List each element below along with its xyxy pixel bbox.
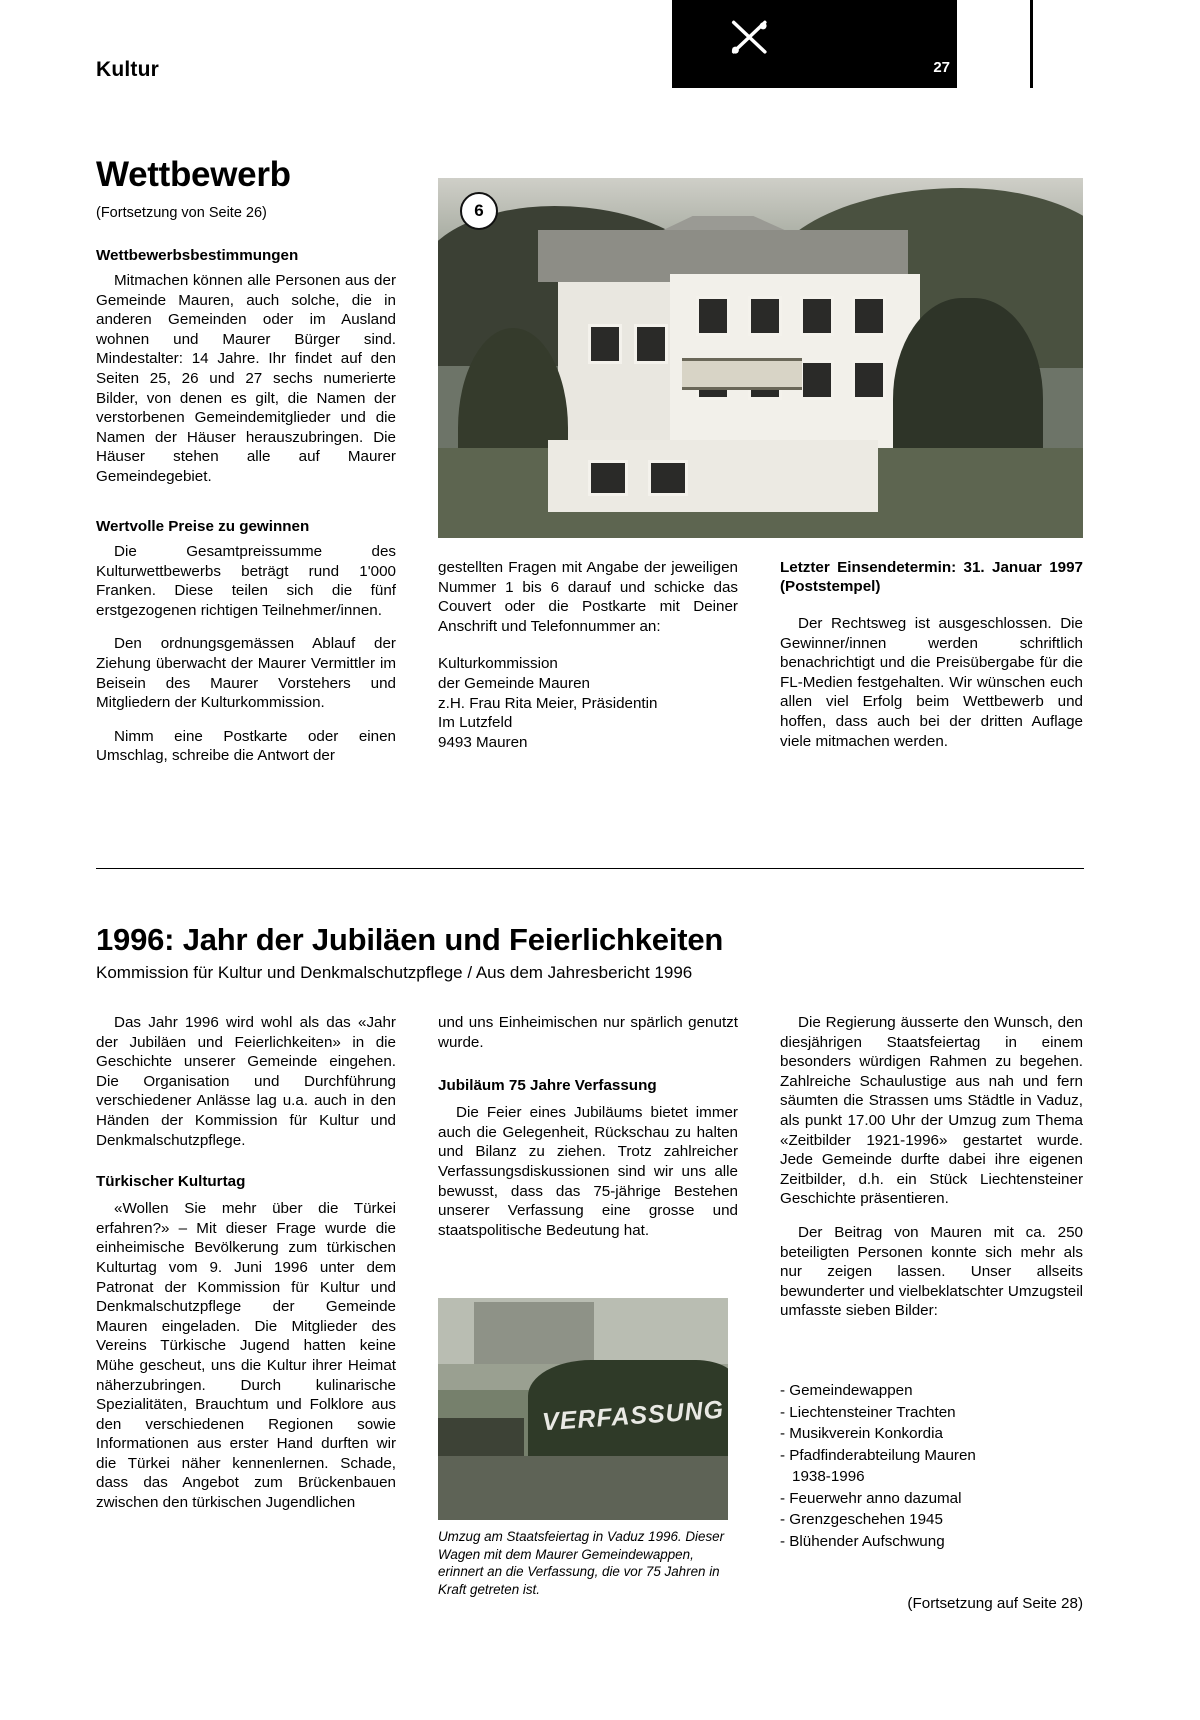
address-line: 9493 Mauren	[438, 733, 528, 751]
page-number: 27	[933, 59, 950, 76]
article1-rules-text: Mitmachen können alle Personen aus der Gemeinde Mauren, auch solche, die in anderen Gemeinden oder im Ausland wohnen und Maurer Bürger sind. Mindestalter: 14 Jahre. Ihr findet auf den Seiten 25, 26 und 27 sechs numerierte Bilder, von denen es gilt, die Namen der verstorbenen Gemeindemitglieder und die Namen der Häuser herauszubringen. Die Häuser stehen alle auf Maurer Gemeindegebiet.	[96, 272, 396, 485]
list-item: - Grenzgeschehen 1945	[780, 1511, 943, 1528]
section-label: Kultur	[96, 58, 160, 81]
article2-verfassung-text: Die Feier eines Jubiläums bietet immer auch die Gelegenheit, Rückschau zu halten und Bilanz zu ziehen. Trotz zahlreicher Verfassungsdiskussionen sind wir uns alle bewusst, dass das 75-jährige Bestehen unserer Verfassung eine grosse und staatspolitische Bedeutung hat.	[438, 1104, 738, 1239]
article1-rules-heading: Wettbewerbsbestimmungen	[96, 247, 299, 264]
article1-photo-house	[438, 178, 1083, 538]
article2-tuerkisch-heading: Türkischer Kulturtag	[96, 1173, 246, 1191]
article2-column-3	[780, 1013, 1083, 1335]
article2-photo-parade	[438, 1298, 728, 1520]
article2-photo-caption: Umzug am Staatsfeiertag in Vaduz 1996. Dieser Wagen mit dem Maurer Gemeindewappen, erinnert an die Verfassung, die vor 75 Jahren in Kraft getreten ist.	[438, 1529, 725, 1597]
article2-col2-top: und uns Einheimischen nur spärlich genutzt wurde.	[438, 1014, 738, 1051]
article1-prizes-p2: Den ordnungsgemässen Ablauf der Ziehung überwacht der Maurer Vermittler im Beisein des Maurer Vorstehers und Mitgliedern der Kulturkommission.	[96, 635, 396, 712]
list-item: - Gemeindewappen	[780, 1382, 913, 1399]
list-item: - Musikverein Konkordia	[780, 1425, 943, 1442]
article2-umzug-list	[780, 1380, 1083, 1552]
header-flag-band	[672, 0, 1092, 88]
article2-col3-p1: Die Regierung äusserte den Wunsch, den diesjährigen Staatsfeiertag in einem besonders würdigen Rahmen zu begehen. Zahlreiche Schaulustige aus nah und fern säumten die Strassen ums Städtle in Vaduz, als punkt 17.00 Uhr der Umzug zum Thema «Zeitbilder 1921-1996» gestartet wurde. Jede Gemeinde durfte dabei ihre eigenen Zeitbilder, d.h. ein Stück Liechtensteiner Geschichte präsentieren.	[780, 1014, 1083, 1208]
photo-number-badge: 6	[460, 192, 498, 230]
page-header	[0, 0, 1200, 96]
article2-column-1	[96, 1013, 396, 1527]
article1-prizes-heading: Wertvolle Preise zu gewinnen	[96, 518, 310, 535]
list-item: 1938-1996	[792, 1468, 865, 1485]
article1-prizes-p3: Nimm eine Postkarte oder einen Umschlag, schreibe die Antwort der	[96, 727, 396, 765]
article2-title: 1996: Jahr der Jubiläen und Feierlichkeiten	[96, 922, 724, 957]
article2-subtitle: Kommission für Kultur und Denkmalschutzpflege / Aus dem Jahresbericht 1996	[96, 963, 693, 982]
list-item: - Feuerwehr anno dazumal	[780, 1489, 962, 1507]
article2-intro: Das Jahr 1996 wird wohl als das «Jahr der Jubiläen und Feierlichkeiten» in die Geschichte unserer Gemeinde eingehen. Die Organisation und Durchführung verschiedener Anlässe lag u.a. auch in den Händen der Kommission für Kultur und Denkmalschutzpflege.	[96, 1014, 396, 1149]
article1-column-1	[96, 246, 396, 501]
article1-column-3	[780, 558, 1083, 765]
article2-tuerkisch-text: «Wollen Sie mehr über die Türkei erfahren?» – Mit dieser Frage wurde die einheimische Bevölkerung zum türkischen Kulturtag vom 9. Juni 1996 unter dem Patronat der Kommission für Kultur und Denkmalschutzpflege der Gemeinde Mauren eingeladen. Die Mitglieder des Vereins Türkische Jugend hatten keine Mühe gescheut, uns die Kultur ihrer Heimat näherzubringen. Durch kulinarische Spezialitäten, Brauchtum und Folklore aus den verschiedenen Regionen sowie Informationen aus erster Hand durften wir die Türkei näher kennenlernen. Schade, dass das Angebot zum Brückenbauen zwischen den türkischen Jugendlichen	[96, 1200, 396, 1512]
article1-prizes-p1: Die Gesamtpreissumme des Kulturwettbewerbs beträgt rund 1'000 Franken. Diese teilen sich die fünf erstgezogenen richtigen Teilnehmer/innen.	[96, 543, 396, 619]
article1-col3-text: Der Rechtsweg ist ausgeschlossen. Die Gewinner/innen werden schriftlich benachrichtigt und die Preisübergabe für die FL-Medien festgehalten. Wir wünschen euch allen viel Erfolg beim Wettbewerb und hoffen, dass auch bei der dritten Auflage viele mitmachen werden.	[780, 615, 1083, 750]
article1-subtitle: (Fortsetzung von Seite 26)	[96, 205, 267, 221]
address-line: Im Lutzfeld	[438, 714, 513, 732]
section-divider	[96, 868, 1084, 869]
photo-text-verfassung: VERFASSUNG	[541, 1395, 725, 1437]
article1-title: Wettbewerb	[96, 155, 291, 194]
list-item: - Pfadfinderabteilung Mauren	[780, 1446, 976, 1464]
article1-deadline-heading: Letzter Einsendetermin: 31. Januar 1997 (Poststempel)	[780, 559, 1083, 595]
article2-continuation-note: (Fortsetzung auf Seite 28)	[907, 1595, 1083, 1612]
address-line: z.H. Frau Rita Meier, Präsidentin	[438, 694, 658, 712]
list-item: - Liechtensteiner Trachten	[780, 1403, 956, 1421]
article2-verfassung-heading: Jubiläum 75 Jahre Verfassung	[438, 1077, 657, 1095]
article1-col2-text: gestellten Fragen mit Angabe der jeweiligen Nummer 1 bis 6 darauf und schicke das Couvert oder die Postkarte mit Deiner Anschrift und Telefonnummer an:	[438, 559, 738, 635]
address-line: der Gemeinde Mauren	[438, 674, 590, 692]
address-line: Kulturkommission	[438, 655, 558, 673]
crossed-swords-icon	[724, 12, 778, 64]
article2-col3-p2: Der Beitrag von Mauren mit ca. 250 beteiligten Personen konnte sich mehr als nur zeigen lassen. Unser allseits bewunderter und vielbeklatschter Umzugsteil umfasste sieben Bilder:	[780, 1223, 1083, 1320]
list-item: - Blühender Aufschwung	[780, 1532, 945, 1550]
article1-column-1b	[96, 517, 396, 780]
article1-column-2	[438, 558, 738, 752]
article2-column-2	[438, 1013, 738, 1254]
